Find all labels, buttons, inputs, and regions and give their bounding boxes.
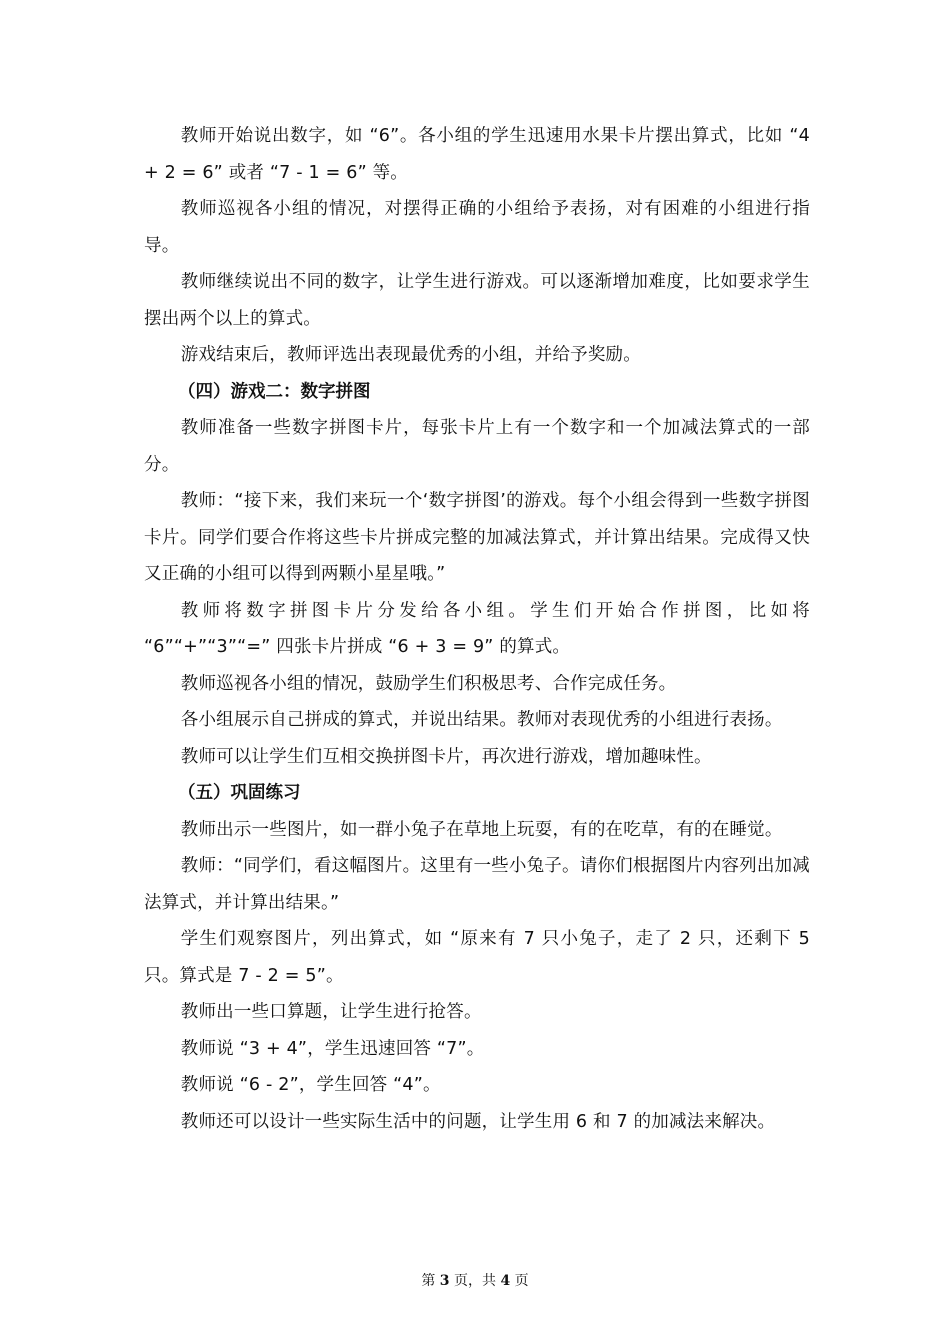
footer-prefix: 第 [421,1273,436,1289]
paragraph: 教师：“接下来，我们来玩一个‘数字拼图’的游戏。每个小组会得到一些数字拼图卡片。同学们要合作将这些卡片拼成完整的加减法算式，并计算出结果。完成得又快又正确的小组可以得到两颗小星星哦。” [144,491,810,584]
document-body [144,118,810,1140]
paragraph: 教师出示一些图片，如一群小兔子在草地上玩耍，有的在吃草，有的在睡觉。 [180,819,783,840]
paragraph: 游戏结束后，教师评选出表现最优秀的小组，并给予奖励。 [180,345,641,365]
paragraph: 教师开始说出数字，如 “6”。各小组的学生迅速用水果卡片摆出算式，比如 “4 + 2 = 6” 或者 “7 - 1 = 6” 等。 [144,126,810,183]
total-pages-number: 4 [500,1273,511,1289]
paragraph: 教师可以让学生们互相交换拼图卡片，再次进行游戏，增加趣味性。 [180,746,712,767]
section-heading: （四）游戏二：数字拼图 [178,381,371,402]
footer-middle: 页，共 [454,1273,496,1289]
paragraph: 学生们观察图片，列出算式，如 “原来有 7 只小兔子，走了 2 只，还剩下 5 只。算式是 7 - 2 = 5”。 [144,929,810,986]
section-heading: （五）巩固练习 [178,783,301,803]
paragraph: 教师还可以设计一些实际生活中的问题，让学生用 6 和 7 的加减法来解决。 [180,1111,776,1132]
paragraph: 教师出一些口算题，让学生进行抢答。 [180,1002,482,1022]
paragraph: 教师将数字拼图卡片分发给各小组。学生们开始合作拼图，比如将 “6”“+”“3”“=” 四张卡片拼成 “6 + 3 = 9” 的算式。 [144,600,810,657]
paragraph: 教师说 “3 + 4”，学生迅速回答 “7”。 [180,1038,485,1059]
paragraph: 各小组展示自己拼成的算式，并说出结果。教师对表现优秀的小组进行表扬。 [180,710,783,730]
paragraph: 教师说 “6 - 2”，学生回答 “4”。 [180,1075,441,1095]
paragraph: 教师巡视各小组的情况，鼓励学生们积极思考、合作完成任务。 [180,673,677,694]
footer-suffix: 页 [514,1273,529,1289]
current-page-number: 3 [439,1273,450,1289]
paragraph: 教师巡视各小组的情况，对摆得正确的小组给予表扬，对有困难的小组进行指导。 [144,199,810,256]
paragraph: 教师继续说出不同的数字，让学生进行游戏。可以逐渐增加难度，比如要求学生摆出两个以上的算式。 [144,272,810,329]
paragraph: 教师：“同学们，看这幅图片。这里有一些小兔子。请你们根据图片内容列出加减法算式，并计算出结果。” [144,856,810,913]
paragraph: 教师准备一些数字拼图卡片，每张卡片上有一个数字和一个加减法算式的一部分。 [144,418,810,475]
page-footer [0,1270,950,1290]
